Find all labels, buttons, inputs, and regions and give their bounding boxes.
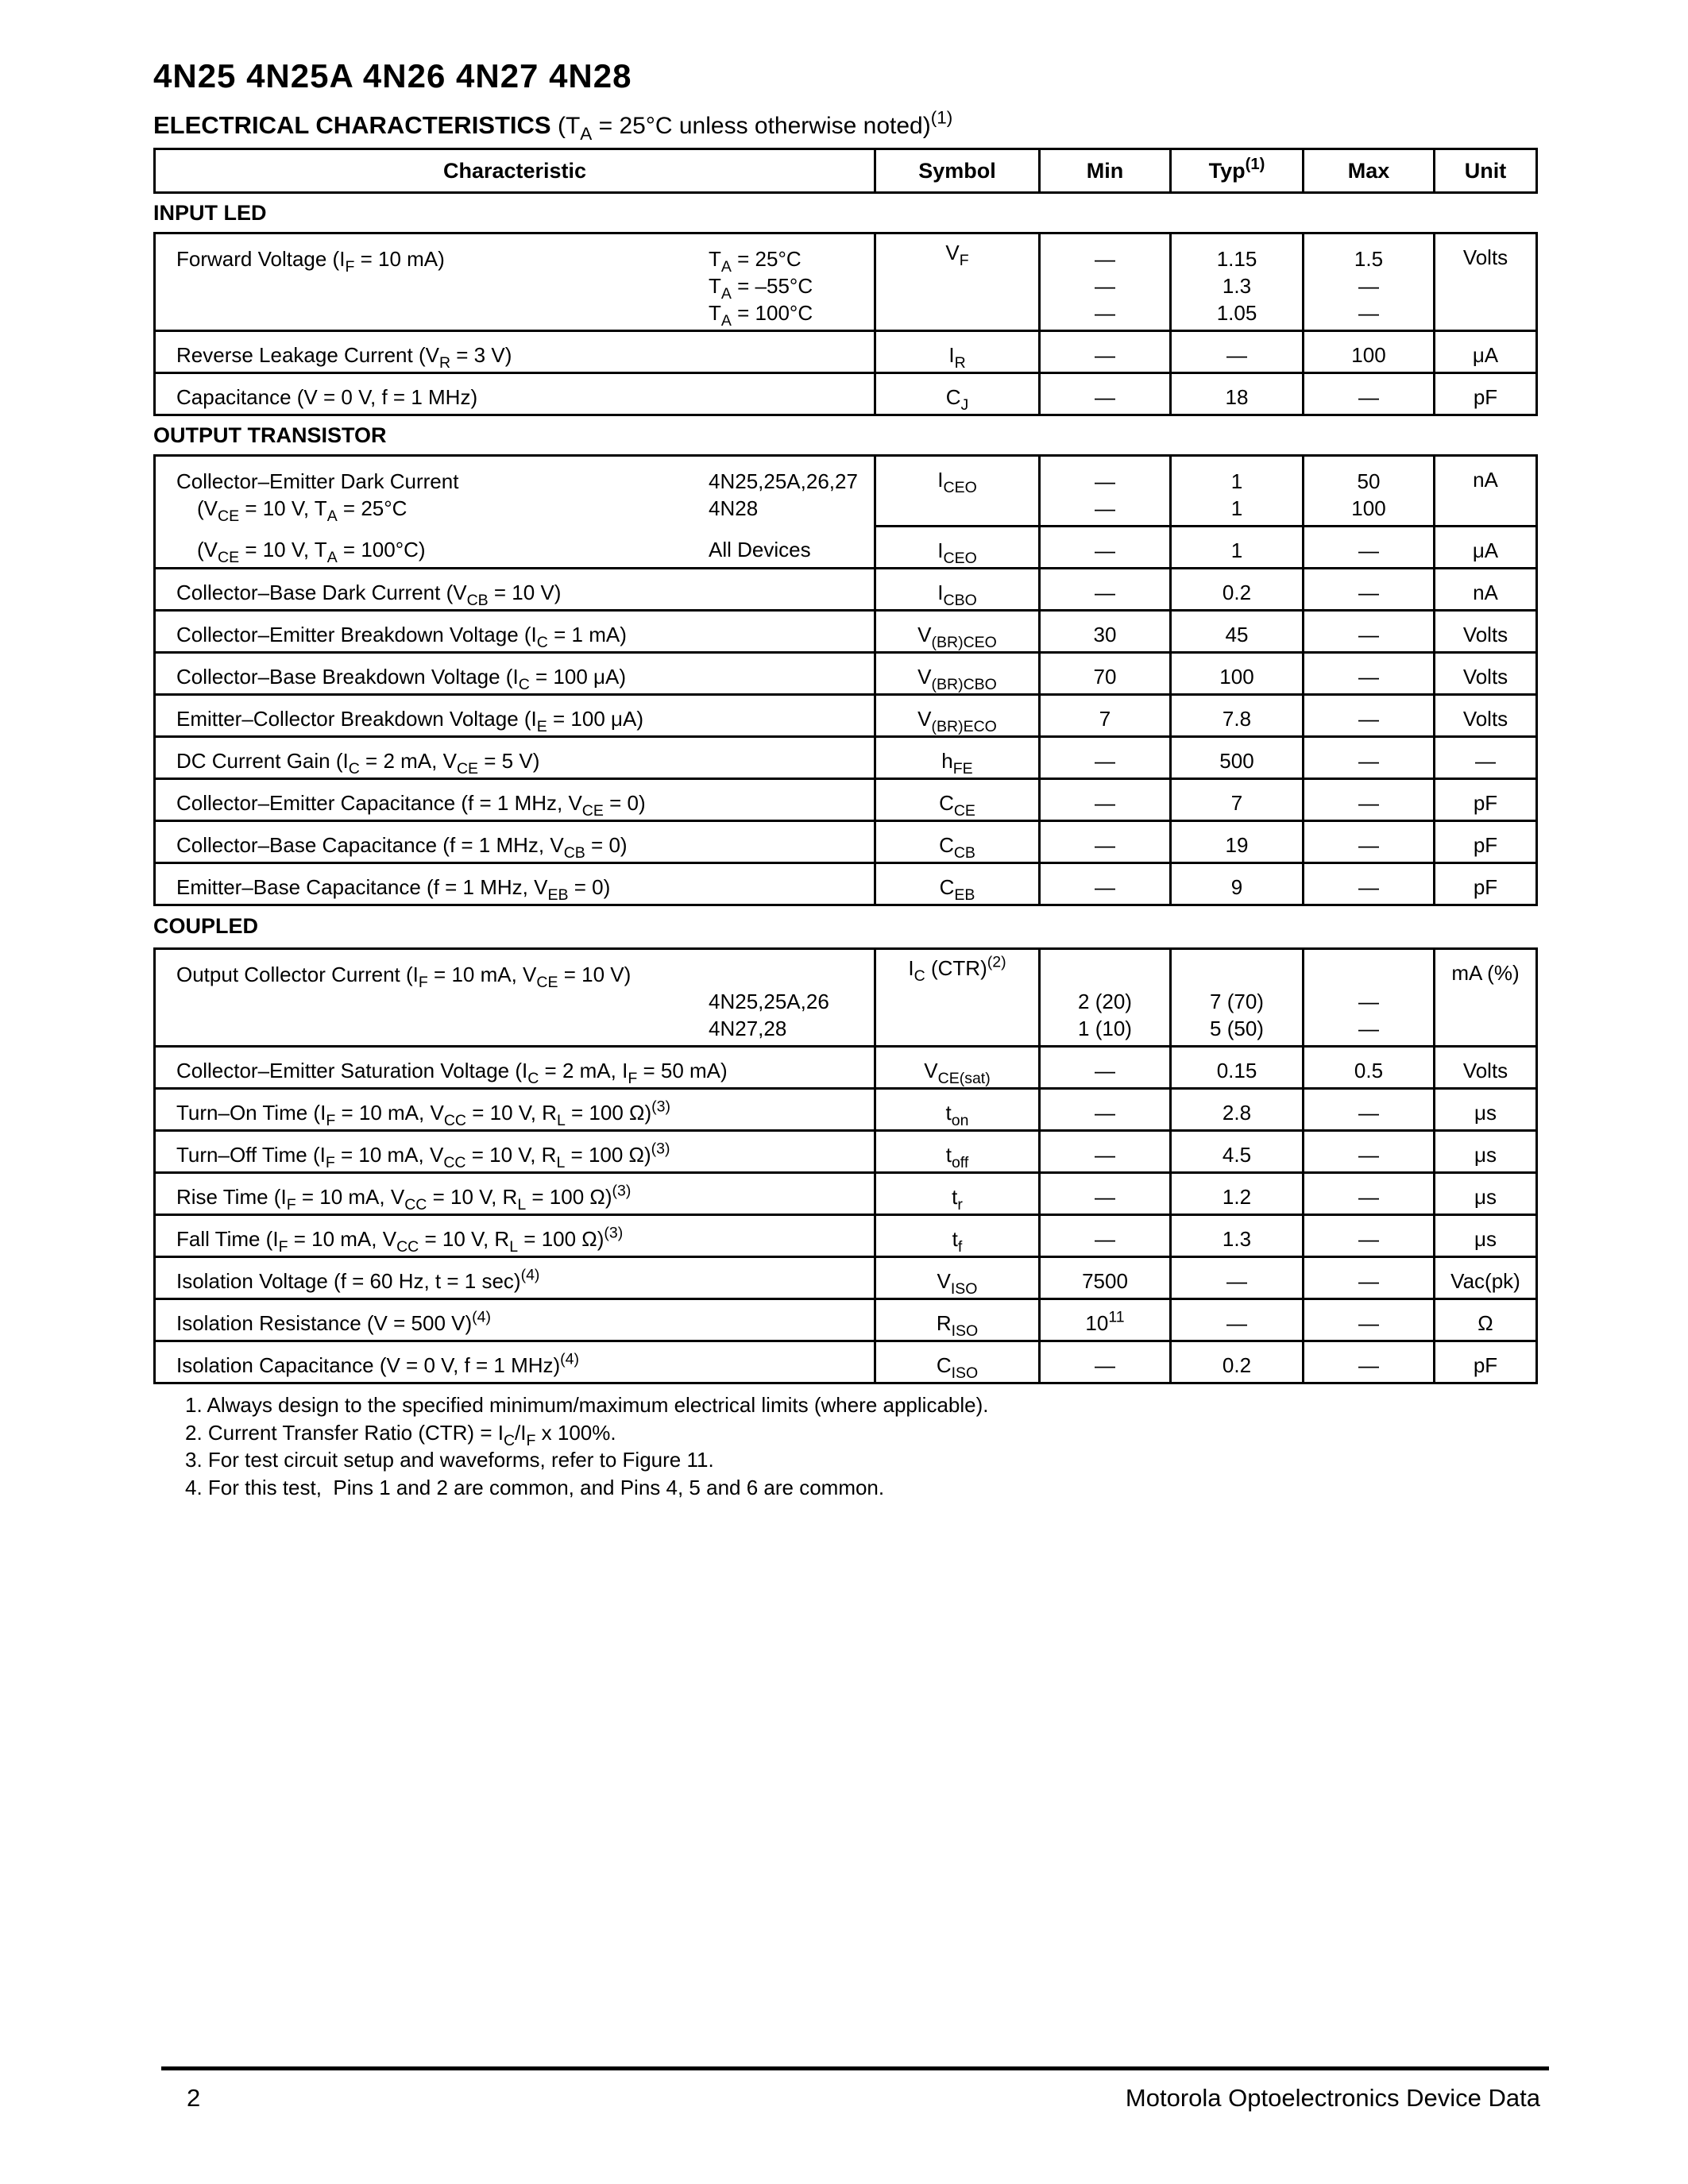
characteristic-cell: Emitter–Collector Breakdown Voltage ($I_E = 100$ μA) (155, 695, 875, 737)
unit-cell: nA (1435, 456, 1537, 527)
unit-cell: Volts (1435, 695, 1537, 737)
section-output-transistor: OUTPUT TRANSISTOR (153, 423, 387, 447)
table-row (155, 1047, 1537, 1089)
table-row (155, 611, 1537, 653)
table-row (155, 373, 1537, 415)
unit-cell: μs (1435, 1173, 1537, 1215)
max-cell: — (1304, 1257, 1435, 1299)
section-heading (153, 107, 953, 144)
footnote-1: 1. Always design to the specified minimum/maximum electrical limits (where applicable). (185, 1393, 989, 1417)
table-row (155, 1341, 1537, 1383)
min-cell: — (1040, 569, 1171, 611)
table-row (155, 1257, 1537, 1299)
table-row (155, 1173, 1537, 1215)
col-characteristic: Characteristic (155, 149, 875, 193)
symbol-cell: $C_{CB}$ (875, 821, 1040, 863)
symbol-cell: $V_{(BR)ECO}$ (875, 695, 1040, 737)
min-cell: $10^{11}$ (1040, 1299, 1171, 1341)
typ-cell: 19 (1171, 821, 1304, 863)
characteristic-cell: Rise Time ($I_F = 10$ mA, $V_{CC} = 10$ V, $R_L = 100$ Ω)$^{(3)}$ (155, 1173, 875, 1215)
table-row (155, 1131, 1537, 1173)
min-cell: — (1040, 779, 1171, 821)
unit-cell: Volts (1435, 653, 1537, 695)
unit-cell: pF (1435, 1341, 1537, 1383)
symbol-cell: $C_{ISO}$ (875, 1341, 1040, 1383)
table-row (155, 821, 1537, 863)
typ-cell: 2.8 (1171, 1089, 1304, 1131)
characteristic-cell: Collector–Base Dark Current ($V_{CB} = 10$ V) (155, 569, 875, 611)
characteristic-cell: Output Collector Current ($I_F = 10$ mA, $V_{CE} = 10$ V) 4N25,25A,26 4N27,28 (155, 949, 875, 1047)
symbol-cell: $C_J$ (875, 373, 1040, 415)
heading-label: ELECTRICAL CHARACTERISTICS (153, 111, 551, 139)
unit-cell: mA (%) (1435, 949, 1537, 1047)
typ-cell: 0.2 (1171, 569, 1304, 611)
min-cell: 30 (1040, 611, 1171, 653)
footnote-2: 2. Current Transfer Ratio $(CTR) = I_C/I_F$ x 100%. (185, 1420, 616, 1449)
unit-cell: μs (1435, 1131, 1537, 1173)
characteristic-cell: Emitter–Base Capacitance (f = 1 MHz, $V_{EB} = 0$) (155, 863, 875, 905)
table-row (155, 456, 1537, 527)
typ-cell: — (1171, 331, 1304, 373)
col-symbol: Symbol (875, 149, 1040, 193)
max-cell: — (1304, 611, 1435, 653)
min-cell: — (1040, 821, 1171, 863)
max-cell: — (1304, 1215, 1435, 1257)
max-cell: — (1304, 779, 1435, 821)
min-cell: — (1040, 527, 1171, 569)
max-cell: — (1304, 653, 1435, 695)
min-cell: — — (1040, 456, 1171, 527)
unit-cell: pF (1435, 779, 1537, 821)
unit-cell: — (1435, 737, 1537, 779)
typ-cell: 7.8 (1171, 695, 1304, 737)
symbol-cell: $V_{CE(sat)}$ (875, 1047, 1040, 1089)
unit-cell: pF (1435, 821, 1537, 863)
typ-cell: — (1171, 1299, 1304, 1341)
symbol-cell: $I_{CEO}$ (875, 527, 1040, 569)
typ-cell: 18 (1171, 373, 1304, 415)
characteristic-cell: Fall Time ($I_F = 10$ mA, $V_{CC} = 10$ V, $R_L = 100$ Ω)$^{(3)}$ (155, 1215, 875, 1257)
symbol-cell: $V_{ISO}$ (875, 1257, 1040, 1299)
characteristic-cell: Isolation Voltage (f = 60 Hz, t = 1 sec)$^{(4)}$ (155, 1257, 875, 1299)
condition: $T_A = 100^\circ C$ (709, 301, 813, 330)
column-header-table (153, 148, 1538, 194)
typ-cell: 9 (1171, 863, 1304, 905)
device-group: 4N25,25A,26 (709, 990, 829, 1013)
col-typ: Typ$^{(1)}$ (1171, 149, 1304, 193)
symbol-cell: $R_{ISO}$ (875, 1299, 1040, 1341)
symbol-cell: $C_{EB}$ (875, 863, 1040, 905)
footer-source: Motorola Optoelectronics Device Data (1125, 2084, 1540, 2112)
typ-cell: 0.15 (1171, 1047, 1304, 1089)
min-cell: — (1040, 1089, 1171, 1131)
device-group: 4N27,28 (709, 1017, 787, 1040)
max-cell: — (1304, 1089, 1435, 1131)
min-cell: — (1040, 863, 1171, 905)
symbol-cell: $V_F$ (875, 233, 1040, 331)
typ-cell: 1 1 (1171, 456, 1304, 527)
max-cell: — (1304, 821, 1435, 863)
table-row (155, 949, 1537, 1047)
table-row (155, 233, 1537, 331)
page-title: 4N25 4N25A 4N26 4N27 4N28 (153, 57, 632, 95)
condition: $T_A = 25^\circ C$ (709, 247, 802, 276)
symbol-cell: $t_{off}$ (875, 1131, 1040, 1173)
unit-cell: Volts (1435, 611, 1537, 653)
min-cell: 7500 (1040, 1257, 1171, 1299)
typ-cell: 7 (1171, 779, 1304, 821)
characteristic-cell: Turn–Off Time ($I_F = 10$ mA, $V_{CC} = 10$ V, $R_L = 100$ Ω)$^{(3)}$ (155, 1131, 875, 1173)
col-max: Max (1304, 149, 1435, 193)
symbol-cell: $V_{(BR)CEO}$ (875, 611, 1040, 653)
condition: $T_A = -55^\circ C$ (709, 274, 813, 303)
typ-cell: 1.2 (1171, 1173, 1304, 1215)
max-cell: — — (1304, 949, 1435, 1047)
min-cell: — — — (1040, 233, 1171, 331)
typ-cell: 1.15 1.3 1.05 (1171, 233, 1304, 331)
unit-cell: pF (1435, 373, 1537, 415)
footnote-4: 4. For this test, Pins 1 and 2 are common, and Pins 4, 5 and 6 are common. (185, 1475, 885, 1499)
col-unit: Unit (1435, 149, 1537, 193)
typ-cell: 0.2 (1171, 1341, 1304, 1383)
max-cell: — (1304, 569, 1435, 611)
symbol-cell: $t_r$ (875, 1173, 1040, 1215)
characteristic-cell: Collector–Base Capacitance (f = 1 MHz, $V_{CB} = 0$) (155, 821, 875, 863)
typ-cell: — (1171, 1257, 1304, 1299)
characteristic-cell: Collector–Emitter Dark Current ($V_{CE} = 10$ V, $T_A = 25^\circ C$ 4N25,25A,26,27 4N28 (155, 456, 875, 527)
typ-cell: 100 (1171, 653, 1304, 695)
unit-cell: nA (1435, 569, 1537, 611)
typ-cell: 45 (1171, 611, 1304, 653)
unit-cell: Ω (1435, 1299, 1537, 1341)
symbol-cell: $V_{(BR)CBO}$ (875, 653, 1040, 695)
symbol-cell: $I_C$ (CTR)$^{(2)}$ (875, 949, 1040, 1047)
typ-cell: 1 (1171, 527, 1304, 569)
min-cell: 2 (20) 1 (10) (1040, 949, 1171, 1047)
min-cell: — (1040, 737, 1171, 779)
page-number: 2 (187, 2084, 201, 2112)
symbol-cell: $h_{FE}$ (875, 737, 1040, 779)
characteristic-cell: DC Current Gain ($I_C = 2$ mA, $V_{CE} = 5$ V) (155, 737, 875, 779)
max-cell: 100 (1304, 331, 1435, 373)
typ-cell: 500 (1171, 737, 1304, 779)
characteristic-cell: Isolation Capacitance (V = 0 V, f = 1 MHz)$^{(4)}$ (155, 1341, 875, 1383)
unit-cell: Volts (1435, 233, 1537, 331)
min-cell: — (1040, 1341, 1171, 1383)
max-cell: — (1304, 737, 1435, 779)
symbol-cell: $I_{CBO}$ (875, 569, 1040, 611)
max-cell: 1.5 — — (1304, 233, 1435, 331)
characteristic-cell: Forward Voltage ($I_F = 10$ mA) $T_A = 25^\circ C$ $T_A = -55^\circ C$ $T_A = 100^\circ C$ (155, 233, 875, 331)
symbol-cell: $C_{CE}$ (875, 779, 1040, 821)
max-cell: — (1304, 1131, 1435, 1173)
characteristic-cell: Reverse Leakage Current ($V_R = 3$ V) (155, 331, 875, 373)
characteristic-cell: Collector–Emitter Saturation Voltage ($I_C = 2$ mA, $I_F = 50$ mA) (155, 1047, 875, 1089)
typ-cell: 4.5 (1171, 1131, 1304, 1173)
min-cell: — (1040, 1173, 1171, 1215)
symbol-cell: $t_f$ (875, 1215, 1040, 1257)
table-row (155, 569, 1537, 611)
unit-cell: μs (1435, 1089, 1537, 1131)
table-row (155, 1089, 1537, 1131)
max-cell: — (1304, 863, 1435, 905)
output-transistor-table (153, 454, 1538, 906)
unit-cell: μA (1435, 527, 1537, 569)
table-row (155, 1299, 1537, 1341)
max-cell: — (1304, 1173, 1435, 1215)
characteristic-cell: ($V_{CE} = 10$ V, $T_A = 100^\circ C$) All Devices (155, 527, 875, 569)
unit-cell: pF (1435, 863, 1537, 905)
table-row (155, 695, 1537, 737)
col-min: Min (1040, 149, 1171, 193)
max-cell: — (1304, 527, 1435, 569)
min-cell: — (1040, 1215, 1171, 1257)
coupled-table (153, 947, 1538, 1384)
table-row (155, 863, 1537, 905)
table-row (155, 779, 1537, 821)
table-row (155, 331, 1537, 373)
device-group: 4N25,25A,26,27 (709, 469, 858, 493)
table-row (155, 653, 1537, 695)
device-group: 4N28 (709, 496, 759, 520)
footnote-3: 3. For test circuit setup and waveforms, refer to Figure 11. (185, 1448, 714, 1472)
max-cell: — (1304, 1299, 1435, 1341)
symbol-cell: $t_{on}$ (875, 1089, 1040, 1131)
table-row (155, 527, 1537, 569)
input-led-table (153, 232, 1538, 416)
symbol-cell: $I_R$ (875, 331, 1040, 373)
min-cell: — (1040, 373, 1171, 415)
min-cell: 70 (1040, 653, 1171, 695)
typ-cell: 7 (70) 5 (50) (1171, 949, 1304, 1047)
min-cell: — (1040, 331, 1171, 373)
characteristic-cell: Collector–Emitter Capacitance (f = 1 MHz, $V_{CE} = 0$) (155, 779, 875, 821)
min-cell: 7 (1040, 695, 1171, 737)
unit-cell: Volts (1435, 1047, 1537, 1089)
max-cell: — (1304, 373, 1435, 415)
characteristic-cell: Turn–On Time ($I_F = 10$ mA, $V_{CC} = 10$ V, $R_L = 100$ Ω)$^{(3)}$ (155, 1089, 875, 1131)
characteristic-cell: Collector–Emitter Breakdown Voltage ($I_C = 1$ mA) (155, 611, 875, 653)
unit-cell: Vac(pk) (1435, 1257, 1537, 1299)
symbol-cell: $I_{CEO}$ (875, 456, 1040, 527)
unit-cell: μA (1435, 331, 1537, 373)
heading-condition: ($T_A = 25^\circ C$ unless otherwise noted)$^{(1)}$ (557, 107, 953, 144)
table-row (155, 1215, 1537, 1257)
footer-divider (161, 2066, 1549, 2070)
max-cell: — (1304, 1341, 1435, 1383)
section-coupled: COUPLED (153, 914, 259, 938)
characteristic-cell: Collector–Base Breakdown Voltage ($I_C = 100$ μA) (155, 653, 875, 695)
max-cell: 50 100 (1304, 456, 1435, 527)
device-group: All Devices (709, 537, 811, 561)
characteristic-cell: Capacitance (V = 0 V, f = 1 MHz) (155, 373, 875, 415)
table-row (155, 737, 1537, 779)
max-cell: — (1304, 695, 1435, 737)
max-cell: 0.5 (1304, 1047, 1435, 1089)
unit-cell: μs (1435, 1215, 1537, 1257)
typ-cell: 1.3 (1171, 1215, 1304, 1257)
characteristic-cell: Isolation Resistance (V = 500 V)$^{(4)}$ (155, 1299, 875, 1341)
min-cell: — (1040, 1047, 1171, 1089)
footnotes (185, 1391, 989, 1501)
min-cell: — (1040, 1131, 1171, 1173)
section-input-led: INPUT LED (153, 201, 267, 225)
